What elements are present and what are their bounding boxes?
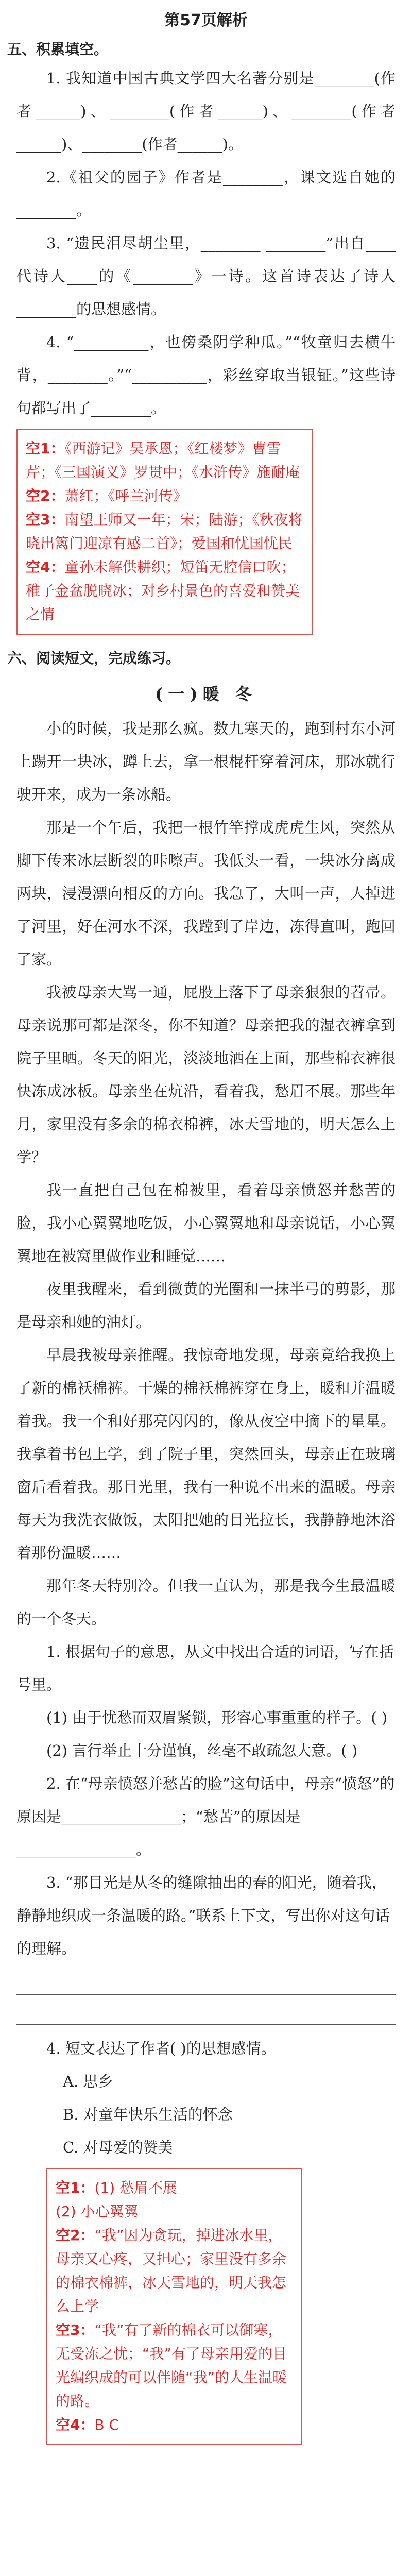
passage-paragraph: 那是一个午后，我把一根竹竿撑成虎虎生风，突然从脚下传来冰层断裂的咔嚓声。我低头一看，一块冰分离成两块，浸漫漂向相反的方向。我急了，大叫一声，人掉进了河里，好在河水不深，我蹚到了岸边，冻得直叫，跑回了家。 (16, 819, 396, 968)
answer-box-5 (16, 429, 313, 635)
question-block-6 (0, 1635, 412, 1965)
answer-5-2: 空2：萧红；《呼兰河传》 (26, 487, 187, 504)
question-6-3: 3. “那目光是从冬的缝隙抽出的春的阳光，随着我，静静地织成一条温暖的路。”联系上下文，写出你对这句话的理解。 (16, 1874, 390, 1957)
question-5-3: 3. “遗民泪尽胡尘里，________ ________”出自____代诗人____的《________》一诗。这首诗表达了诗人________的思想感情。 (16, 234, 396, 318)
answer-6-3: 空3：“我”有了新的棉衣可以御寒，无受冻之忧；“我”有了母亲用爱的目光编织成的可以伴随“我”的人生温暖的路。 (56, 2321, 287, 2410)
passage-paragraph: 夜里我醒来，看到微黄的光圈和一抹半弓的剪影，那是母亲和她的油灯。 (16, 1280, 396, 1331)
option-c: C. 对母爱的赞美 (63, 2139, 173, 2156)
question-6-4: 4. 短文表达了作者( )的思想感情。 (46, 2040, 276, 2057)
answer-6-2: 空2：“我”因为贪玩，掉进冰水里，母亲又心疼，又担心；家里没有多余的棉衣棉裤，冰天雪地的，明天我怎么上学 (56, 2227, 287, 2315)
answer-line (16, 1995, 396, 2025)
option-a: A. 思乡 (63, 2073, 113, 2090)
answer-6-4: 空4：B C (56, 2416, 119, 2433)
question-5-1: 1. 我知道中国古典文学四大名著分别是________(作者______)、________(作者______)、________(作者______)、________(作者______)。 (16, 70, 396, 153)
answer-line (16, 1965, 396, 1995)
answer-5-3: 空3：南望王师又一年；宋；陆游；《秋夜将晓出篱门迎凉有感二首》；爱国和忧国忧民 (26, 511, 303, 552)
question-6-1b: (2) 言行举止十分谨慎，丝毫不敢疏忽大意。( ) (46, 1742, 358, 1759)
answer-6-1b: (2) 小心翼翼 (56, 2203, 139, 2220)
question-6-1a: (1) 由于忧愁而双眉紧锁，形容心事重重的样子。( ) (46, 1709, 388, 1726)
passage-paragraph: 我被母亲大骂一通，屁股上落下了母亲狠狠的苕帚。母亲说那可都是深冬，你不知道？母亲把我的湿衣裤拿到院子里晒。冬天的阳光，淡淡地洒在上面，那些棉衣裤很快冻成冰板。母亲坐在炕沿，看着我，愁眉不展。那些年月，家里没有多余的棉衣棉裤，冰天雪地的，明天怎么上学？ (16, 984, 396, 1166)
passage-paragraph: 小的时候，我是那么疯。数九寒天的，跑到村东小河上踢开一块冰，蹲上去，拿一根棍杆穿着河床，那冰就行驶开来，成为一条冰船。 (16, 720, 396, 803)
question-6-1: 1. 根据句子的意思，从文中找出合适的词语，写在括号里。 (16, 1643, 394, 1693)
passage-paragraph: 我一直把自己包在棉被里，看着母亲愤怒并愁苦的脸，我小心翼翼地吃饭，小心翼翼地和母亲说话，小心翼翼地在被窝里做作业和睡觉…… (16, 1181, 396, 1265)
answer-box-6 (46, 2168, 302, 2445)
answer-6-1: 空1：(1) 愁眉不展 (56, 2179, 178, 2196)
option-b: B. 对童年快乐生活的怀念 (63, 2106, 233, 2123)
section-5-title: 五、积累填空。 (7, 41, 109, 58)
question-6-2: 2. 在“母亲愤怒并愁苦的脸”这句话中，母亲“愤怒”的原因是________________；“愁苦”的原因是________________。 (16, 1775, 395, 1858)
question-5-2: 2.《祖父的园子》作者是________，课文选自她的________。 (16, 168, 396, 219)
question-5-4: 4. “__________，也傍桑阴学种瓜。”“牧童归去横牛背，________。”“__________，彩丝穿取当银钲。”这些诗句都写出了________。 (16, 333, 396, 417)
question-block-5 (0, 62, 412, 425)
passage (0, 712, 412, 1635)
passage-paragraph: 那年冬天特别冷。但我一直认为，那是我今生最温暖的一个冬天。 (16, 1577, 396, 1628)
passage-title: (一)暖 冬 (155, 684, 257, 704)
section-6-title: 六、阅读短文，完成练习。 (7, 650, 181, 667)
page-title: 第57页解析 (164, 11, 248, 29)
question-block-6b (0, 2032, 412, 2164)
answer-5-4: 空4：童孙未解供耕织；短笛无腔信口吹；稚子金盆脱晓冰；对乡村景色的喜爱和赞美之情 (26, 558, 300, 623)
passage-paragraph: 早晨我被母亲推醒。我惊奇地发现，母亲竟给我换上了新的棉袄棉裤。干燥的棉袄棉裤穿在身上，暖和并温暖着我。我一个和好那亮闪闪的，像从夜空中摘下的星星。我拿着书包上学，到了院子里，突然回头，母亲正在玻璃窗后看着我。那目光里，我有一种说不出来的温暖。母亲每天为我洗衣做饭，太阳把她的目光拉长，我静静地沐浴着那份温暖…… (16, 1346, 396, 1562)
answer-5-1: 空1：《西游记》吴承恩；《红楼梦》曹雪芹；《三国演义》罗贯中；《水浒传》施耐庵 (26, 440, 300, 481)
